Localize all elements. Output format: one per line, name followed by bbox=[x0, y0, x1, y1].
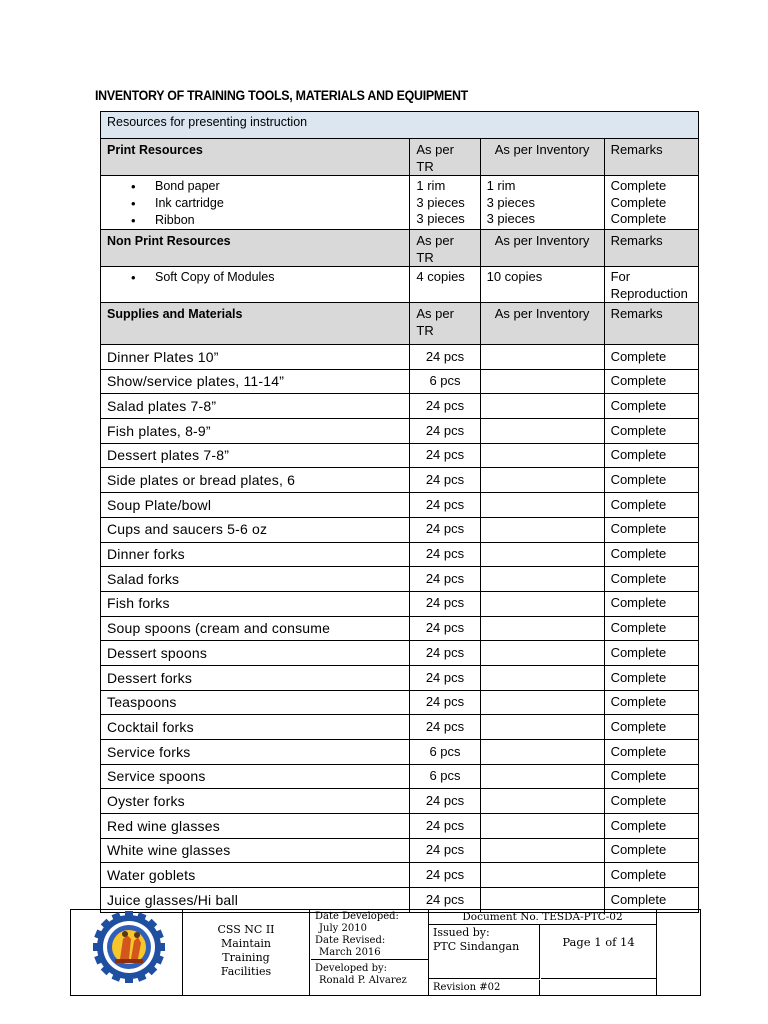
item-remarks: Complete bbox=[604, 419, 698, 444]
item-remarks: Complete bbox=[604, 542, 698, 567]
table-row bbox=[101, 345, 699, 370]
date-developed-value: July 2010 bbox=[319, 923, 367, 934]
print-resources-header-row bbox=[101, 139, 699, 176]
qty-value: 1 rim bbox=[416, 178, 446, 193]
item-inventory bbox=[480, 419, 604, 444]
table-row bbox=[101, 715, 699, 740]
tesda-seal-logo-icon bbox=[71, 910, 182, 995]
date-revised-label: Date Revised: bbox=[315, 935, 386, 946]
dates-cell bbox=[311, 910, 429, 995]
resources-header: Resources for presenting instruction bbox=[101, 112, 699, 139]
item-inventory bbox=[480, 468, 604, 493]
item-name: Service forks bbox=[101, 740, 410, 765]
item-name: Service spoons bbox=[101, 764, 410, 789]
item-qty: 24 pcs bbox=[410, 690, 480, 715]
print-tr-cell bbox=[410, 176, 480, 230]
item-remarks: Complete bbox=[604, 567, 698, 592]
item-qty: 24 pcs bbox=[410, 888, 480, 913]
item-qty: 24 pcs bbox=[410, 591, 480, 616]
item-remarks: Complete bbox=[604, 888, 698, 913]
item-inventory bbox=[480, 443, 604, 468]
item-qty: 24 pcs bbox=[410, 789, 480, 814]
print-resources-items-row bbox=[101, 176, 699, 230]
table-row bbox=[101, 542, 699, 567]
document-info-cell bbox=[429, 910, 657, 995]
developer-block bbox=[311, 961, 428, 995]
list-item: • Ink cartridge bbox=[155, 195, 403, 212]
item-inventory bbox=[480, 517, 604, 542]
item-inventory bbox=[480, 542, 604, 567]
item-remarks: Complete bbox=[604, 838, 698, 863]
item-remarks: Complete bbox=[604, 493, 698, 518]
item-qty: 24 pcs bbox=[410, 616, 480, 641]
item-qty: 24 pcs bbox=[410, 567, 480, 592]
supplies-label: Supplies and Materials bbox=[101, 303, 410, 345]
developed-by-label: Developed by: bbox=[315, 963, 388, 974]
item-qty: 24 pcs bbox=[410, 345, 480, 370]
item-remarks: Complete bbox=[604, 369, 698, 394]
item-name: Soup Plate/bowl bbox=[101, 493, 410, 518]
item-inventory bbox=[480, 838, 604, 863]
table-row bbox=[101, 394, 699, 419]
remarks-value: Complete bbox=[610, 194, 667, 210]
item-qty: 6 pcs bbox=[410, 369, 480, 394]
item-qty: 24 pcs bbox=[410, 443, 480, 468]
issued-by-cell bbox=[429, 925, 540, 979]
item-inventory bbox=[480, 740, 604, 765]
item-name: Soup spoons (cream and consume bbox=[101, 616, 410, 641]
table-row bbox=[101, 468, 699, 493]
course-line: Training bbox=[222, 951, 270, 964]
remarks-value: Reproduction bbox=[610, 285, 688, 301]
col-tr-header: As per TR bbox=[410, 303, 480, 345]
item-remarks: Complete bbox=[604, 443, 698, 468]
qty-value: 3 pieces bbox=[416, 211, 465, 226]
inventory-value: 1 rim bbox=[486, 178, 516, 193]
item-name: Oyster forks bbox=[101, 789, 410, 814]
item-remarks: Complete bbox=[604, 690, 698, 715]
nonprint-items-cell bbox=[101, 267, 410, 303]
col-remarks-header: Remarks bbox=[604, 303, 698, 345]
item-name: Dinner Plates 10” bbox=[101, 345, 410, 370]
logo-cell bbox=[71, 910, 183, 995]
col-remarks-header: Remarks bbox=[604, 139, 698, 176]
item-name: Water goblets bbox=[101, 863, 410, 888]
item-name: White wine glasses bbox=[101, 838, 410, 863]
table-row bbox=[101, 419, 699, 444]
table-row bbox=[101, 591, 699, 616]
item-qty: 6 pcs bbox=[410, 764, 480, 789]
list-item: • Ribbon bbox=[155, 212, 403, 229]
nonprint-remarks-cell bbox=[604, 267, 698, 303]
course-line: Maintain bbox=[220, 937, 271, 950]
item-inventory bbox=[480, 567, 604, 592]
revision-number: Revision #02 bbox=[429, 980, 540, 995]
table-row bbox=[101, 764, 699, 789]
table-row bbox=[101, 641, 699, 666]
item-name: Dinner forks bbox=[101, 542, 410, 567]
table-row bbox=[101, 814, 699, 839]
remarks-value: For bbox=[610, 269, 631, 284]
developed-by-value: Ronald P. Alvarez bbox=[319, 975, 407, 986]
item-inventory bbox=[480, 591, 604, 616]
item-remarks: Complete bbox=[604, 764, 698, 789]
course-cell bbox=[183, 910, 310, 995]
nonprint-inventory-cell: 10 copies bbox=[480, 267, 604, 303]
table-row bbox=[101, 863, 699, 888]
item-qty: 24 pcs bbox=[410, 863, 480, 888]
dates-block bbox=[311, 910, 428, 960]
issued-by-label: Issued by: bbox=[433, 926, 490, 939]
item-inventory bbox=[480, 369, 604, 394]
item-remarks: Complete bbox=[604, 641, 698, 666]
item-remarks: Complete bbox=[604, 863, 698, 888]
item-name: Show/service plates, 11-14” bbox=[101, 369, 410, 394]
inventory-value: 3 pieces bbox=[486, 194, 536, 210]
item-name: Cups and saucers 5-6 oz bbox=[101, 517, 410, 542]
remarks-value: Complete bbox=[610, 178, 667, 193]
item-remarks: Complete bbox=[604, 345, 698, 370]
col-inventory-header: As per Inventory bbox=[480, 139, 604, 176]
item-name: Dessert spoons bbox=[101, 641, 410, 666]
print-items-cell bbox=[101, 176, 410, 230]
issued-by-value: PTC Sindangan bbox=[433, 940, 520, 953]
col-remarks-header: Remarks bbox=[604, 230, 698, 267]
item-name: Fish forks bbox=[101, 591, 410, 616]
col-tr-header: As per TR bbox=[410, 230, 480, 267]
col-tr-header: As per TR bbox=[410, 139, 480, 176]
item-name: Juice glasses/Hi ball bbox=[101, 888, 410, 913]
item-remarks: Complete bbox=[604, 715, 698, 740]
table-row bbox=[101, 690, 699, 715]
item-inventory bbox=[480, 789, 604, 814]
item-name: Dessert plates 7-8” bbox=[101, 443, 410, 468]
nonprint-items-row bbox=[101, 267, 699, 303]
item-qty: 24 pcs bbox=[410, 715, 480, 740]
inventory-table bbox=[100, 111, 699, 913]
col-inventory-header: As per Inventory bbox=[480, 303, 604, 345]
item-qty: 24 pcs bbox=[410, 419, 480, 444]
item-qty: 24 pcs bbox=[410, 517, 480, 542]
col-inventory-header: As per Inventory bbox=[480, 230, 604, 267]
print-remarks-cell bbox=[604, 176, 698, 230]
resources-header-row bbox=[101, 112, 699, 139]
item-remarks: Complete bbox=[604, 591, 698, 616]
item-remarks: Complete bbox=[604, 789, 698, 814]
date-revised-value: March 2016 bbox=[319, 947, 381, 958]
item-name: Cocktail forks bbox=[101, 715, 410, 740]
item-qty: 24 pcs bbox=[410, 814, 480, 839]
item-inventory bbox=[480, 493, 604, 518]
table-row bbox=[101, 567, 699, 592]
item-remarks: Complete bbox=[604, 665, 698, 690]
nonprint-resources-label: Non Print Resources bbox=[101, 230, 410, 267]
item-remarks: Complete bbox=[604, 616, 698, 641]
table-row bbox=[101, 443, 699, 468]
item-inventory bbox=[480, 863, 604, 888]
print-inventory-cell bbox=[480, 176, 604, 230]
item-qty: 6 pcs bbox=[410, 740, 480, 765]
inventory-value: 3 pieces bbox=[486, 211, 536, 226]
item-inventory bbox=[480, 345, 604, 370]
table-row bbox=[101, 665, 699, 690]
document-footer bbox=[70, 909, 701, 996]
table-row bbox=[101, 616, 699, 641]
item-name: Salad plates 7-8” bbox=[101, 394, 410, 419]
item-inventory bbox=[480, 715, 604, 740]
item-remarks: Complete bbox=[604, 394, 698, 419]
item-remarks: Complete bbox=[604, 468, 698, 493]
item-name: Fish plates, 8-9” bbox=[101, 419, 410, 444]
table-row bbox=[101, 517, 699, 542]
item-inventory bbox=[480, 690, 604, 715]
document-title: INVENTORY OF TRAINING TOOLS, MATERIALS AND EQUIPMENT bbox=[95, 88, 468, 103]
supplies-header-row bbox=[101, 303, 699, 345]
table-row bbox=[101, 493, 699, 518]
page-number: Page 1 of 14 bbox=[541, 925, 656, 979]
table-row bbox=[101, 740, 699, 765]
item-name: Red wine glasses bbox=[101, 814, 410, 839]
item-qty: 24 pcs bbox=[410, 838, 480, 863]
nonprint-tr-cell: 4 copies bbox=[410, 267, 480, 303]
course-line: CSS NC II bbox=[217, 923, 275, 936]
item-inventory bbox=[480, 814, 604, 839]
item-qty: 24 pcs bbox=[410, 493, 480, 518]
list-item: • Bond paper bbox=[155, 178, 403, 195]
item-name: Dessert forks bbox=[101, 665, 410, 690]
item-inventory bbox=[480, 665, 604, 690]
item-qty: 24 pcs bbox=[410, 542, 480, 567]
table-row bbox=[101, 838, 699, 863]
course-line: Facilities bbox=[220, 965, 272, 978]
remarks-value: Complete bbox=[610, 211, 667, 226]
table-row bbox=[101, 789, 699, 814]
item-remarks: Complete bbox=[604, 517, 698, 542]
item-name: Side plates or bread plates, 6 bbox=[101, 468, 410, 493]
document-number: Document No. TESDA-PTC-02 bbox=[429, 910, 656, 925]
item-qty: 24 pcs bbox=[410, 641, 480, 666]
item-inventory bbox=[480, 641, 604, 666]
item-remarks: Complete bbox=[604, 740, 698, 765]
item-inventory bbox=[480, 394, 604, 419]
item-name: Teaspoons bbox=[101, 690, 410, 715]
item-qty: 24 pcs bbox=[410, 665, 480, 690]
table-row bbox=[101, 369, 699, 394]
qty-value: 3 pieces bbox=[416, 194, 465, 210]
item-remarks: Complete bbox=[604, 814, 698, 839]
item-qty: 24 pcs bbox=[410, 394, 480, 419]
item-qty: 24 pcs bbox=[410, 468, 480, 493]
item-inventory bbox=[480, 764, 604, 789]
print-resources-label: Print Resources bbox=[101, 139, 410, 176]
item-name: Salad forks bbox=[101, 567, 410, 592]
nonprint-resources-header-row bbox=[101, 230, 699, 267]
list-item: • Soft Copy of Modules bbox=[155, 269, 403, 286]
item-inventory bbox=[480, 616, 604, 641]
date-developed-label: Date Developed: bbox=[315, 911, 399, 922]
